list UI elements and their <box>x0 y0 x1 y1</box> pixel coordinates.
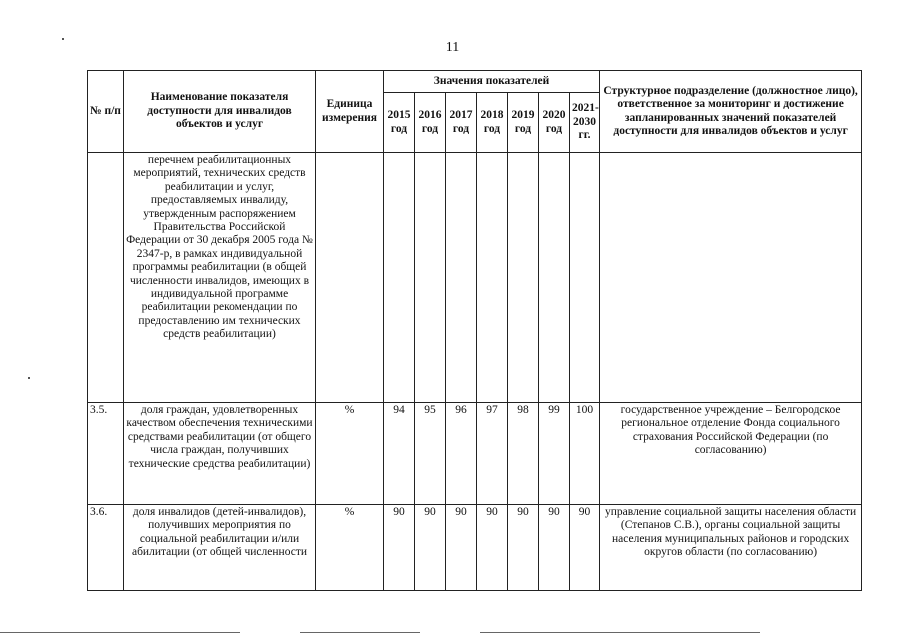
header-year: 2021-2030 гг. <box>570 93 600 153</box>
page-number: 11 <box>445 40 460 55</box>
row-unit <box>316 153 384 403</box>
row-value: 100 <box>570 403 600 505</box>
header-year: 2018 год <box>477 93 508 153</box>
header-year: 2015 год <box>384 93 415 153</box>
row-value <box>446 153 477 403</box>
table-row <box>88 505 862 591</box>
row-value: 94 <box>384 403 415 505</box>
header-responsible: Структурное подразделение (должностное лицо), ответственное за мониторинг и достижение запланированных значений показателей доступности для инвалидов объектов и услуг <box>600 71 862 153</box>
row-num: 3.6. <box>88 505 124 591</box>
header-year: 2017 год <box>446 93 477 153</box>
row-value: 99 <box>539 403 570 505</box>
row-value: 90 <box>570 505 600 591</box>
table-row <box>88 153 862 403</box>
row-value: 97 <box>477 403 508 505</box>
scan-speck <box>28 377 30 379</box>
row-name: перечнем реабилитационных мероприятий, технических средств реабилитации и услуг, предоставляемых инвалиду, утвержденным распоряжением Правительства Российской Федерации от 30 декабря 2005 года № 2347-р, в рамках индивидуальной программы реабилитации (в общей численности инвалидов, имеющих в индивидуальной программе реабилитации рекомендации по предоставлению им технических средств реабилитации) <box>124 153 316 403</box>
header-values-group: Значения показателей <box>384 71 600 93</box>
scan-speck <box>62 38 64 40</box>
header-unit: Единица измерения <box>316 71 384 153</box>
row-value <box>384 153 415 403</box>
header-year: 2016 год <box>415 93 446 153</box>
row-value <box>570 153 600 403</box>
row-value <box>539 153 570 403</box>
scan-edge-line <box>0 632 240 633</box>
row-num: 3.5. <box>88 403 124 505</box>
header-num: № п/п <box>88 71 124 153</box>
row-value: 90 <box>384 505 415 591</box>
header-name: Наименование показателя доступности для инвалидов объектов и услуг <box>124 71 316 153</box>
row-name: доля граждан, удовлетворенных качеством обеспечения техническими средствами реабилитации (от общего числа граждан, получивших технические средства реабилитации) <box>124 403 316 505</box>
row-unit: % <box>316 403 384 505</box>
row-value: 98 <box>508 403 539 505</box>
row-value: 90 <box>508 505 539 591</box>
row-unit: % <box>316 505 384 591</box>
row-value: 90 <box>415 505 446 591</box>
header-year: 2020 год <box>539 93 570 153</box>
scan-edge-line <box>480 632 760 633</box>
row-value <box>415 153 446 403</box>
row-responsible: управление социальной защиты населения области (Степанов С.В.), органы социальной защиты населения муниципальных районов и городских округов области (по согласованию) <box>600 505 862 591</box>
table-row <box>88 403 862 505</box>
row-name: доля инвалидов (детей-инвалидов), получивших мероприятия по социальной реабилитации и/или абилитации (от общей численности <box>124 505 316 591</box>
indicators-table <box>87 70 862 591</box>
header-year: 2019 год <box>508 93 539 153</box>
row-value <box>477 153 508 403</box>
scan-edge-line <box>300 632 420 633</box>
row-num <box>88 153 124 403</box>
row-responsible <box>600 153 862 403</box>
row-value <box>508 153 539 403</box>
row-value: 90 <box>477 505 508 591</box>
row-responsible: государственное учреждение – Белгородское региональное отделение Фонда социального страхования Российской Федерации (по согласованию) <box>600 403 862 505</box>
row-value: 95 <box>415 403 446 505</box>
row-value: 90 <box>446 505 477 591</box>
row-value: 96 <box>446 403 477 505</box>
row-value: 90 <box>539 505 570 591</box>
